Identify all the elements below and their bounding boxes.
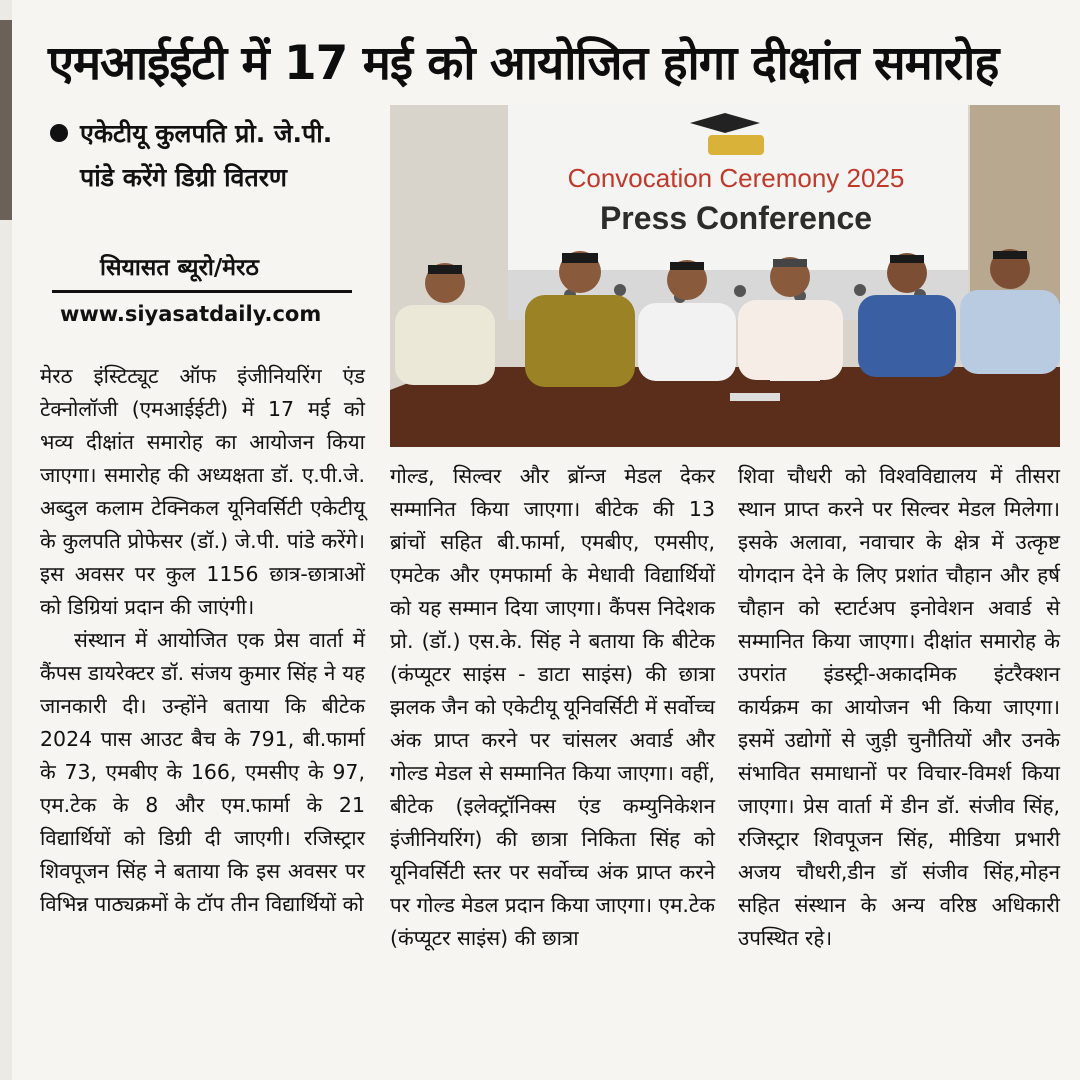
article-paragraph: संस्थान में आयोजित एक प्रेस वार्ता में कैंपस डायरेक्टर डॉ. संजय कुमार सिंह ने यह जानकारी दी। उन्होंने बताया कि बीटेक 2024 पास आउट बैच के 791, बी.फार्मा के 73, एमबीए के 166, एमसीए के 97, एम.टेक के 8 और एम.फार्मा के 21 विद्यार्थियों को डिग्री दी जाएगी। रजिस्ट्रार शिवपूजन सिंह ने बताया कि इस अवसर पर विभिन्न पाठ्यक्रमों के टॉप तीन विद्यार्थियों को [40, 628, 365, 916]
photo-illustration [390, 105, 1060, 447]
byline: सियासत ब्यूरो/मेरठ [100, 255, 259, 281]
article-column-2 [390, 460, 715, 955]
headline: एमआईईटी में 17 मई को आयोजित होगा दीक्षांत समारोह [48, 36, 999, 91]
article-paragraph: शिवा चौधरी को विश्वविद्यालय में तीसरा स्थान प्राप्त करने पर सिल्वर मेडल मिलेगा। इसके अलावा, नवाचार के क्षेत्र में उत्कृष्ट योगदान देने के लिए प्रशांत चौहान और हर्ष चौहान को स्टार्टअप इनोवेशन अवार्ड से सम्मानित किया जाएगा। दीक्षांत समारोह के उपरांत इंडस्ट्री-अकादमिक इंटरैक्शन कार्यक्रम का आयोजन भी किया जाएगा। इसमें उद्योगों से जुड़ी चुनौतियों और उनके संभावित समाधानों पर विचार-विमर्श किया जाएगा। प्रेस वार्ता में डीन डॉ. संजीव सिंह, रजिस्ट्रार शिवपूजन सिंह, मीडिया प्रभारी अजय चौधरी,डीन डॉ संजीव सिंह,मोहन सहित संस्थान के अन्य वरिष्ठ अधिकारी उपस्थित रहे। [738, 464, 1060, 950]
bullet-icon [50, 124, 68, 142]
banner-subtitle: Press Conference [599, 200, 873, 236]
press-conference-photo [390, 105, 1060, 447]
banner-title: Convocation Ceremony 2025 [567, 163, 905, 193]
divider [52, 290, 352, 293]
article-column-3 [738, 460, 1060, 955]
website-link[interactable]: www.siyasatdaily.com [60, 302, 322, 326]
article-column-1 [40, 360, 365, 921]
article-paragraph: गोल्ड, सिल्वर और ब्रॉन्ज मेडल देकर सम्मानित किया जाएगा। बीटेक की 13 ब्रांचों सहित बी.फार्मा, एमबीए, एमसीए, एमटेक और एमफार्मा के मेधावी विद्यार्थियों को यह सम्मान दिया जाएगा। कैंपस निदेशक प्रो. (डॉ.) एस.के. सिंह ने बताया कि बीटेक (कंप्यूटर साइंस - डाटा साइंस) की छात्रा झलक जैन को एकेटीयू यूनिवर्सिटी में सर्वोच्च अंक प्राप्त करने पर चांसलर अवार्ड और गोल्ड मेडल से सम्मानित किया जाएगा। वहीं, बीटेक (इलेक्ट्रॉनिक्स एंड कम्युनिकेशन इंजीनियरिंग) की छात्रा निकिता सिंह को यूनिवर्सिटी स्तर पर सर्वोच्च अंक प्राप्त करने पर गोल्ड मेडल प्रदान किया जाएगा। एम.टेक (कंप्यूटर साइंस) की छात्रा [390, 464, 715, 950]
kicker-text: एकेटीयू कुलपति प्रो. जे.पी. पांडे करेंगे डिग्री वितरण [80, 119, 333, 192]
kicker [50, 112, 370, 200]
article-paragraph: मेरठ इंस्टिट्यूट ऑफ इंजीनियरिंग एंड टेक्नोलॉजी (एमआईईटी) में 17 मई को भव्य दीक्षांत समारोह का आयोजन किया जाएगा। समारोह की अध्यक्षता डॉ. ए.पी.जे. अब्दुल कलाम टेक्निकल यूनिवर्सिटी एकेटीयू के कुलपति प्रोफेसर (डॉ.) जे.पी. पांडे करेंगे। इस अवसर पर कुल 1156 छात्र-छात्राओं को डिग्रियां प्रदान की जाएंगी। [40, 364, 365, 619]
adjacent-page-edge [0, 0, 12, 1080]
